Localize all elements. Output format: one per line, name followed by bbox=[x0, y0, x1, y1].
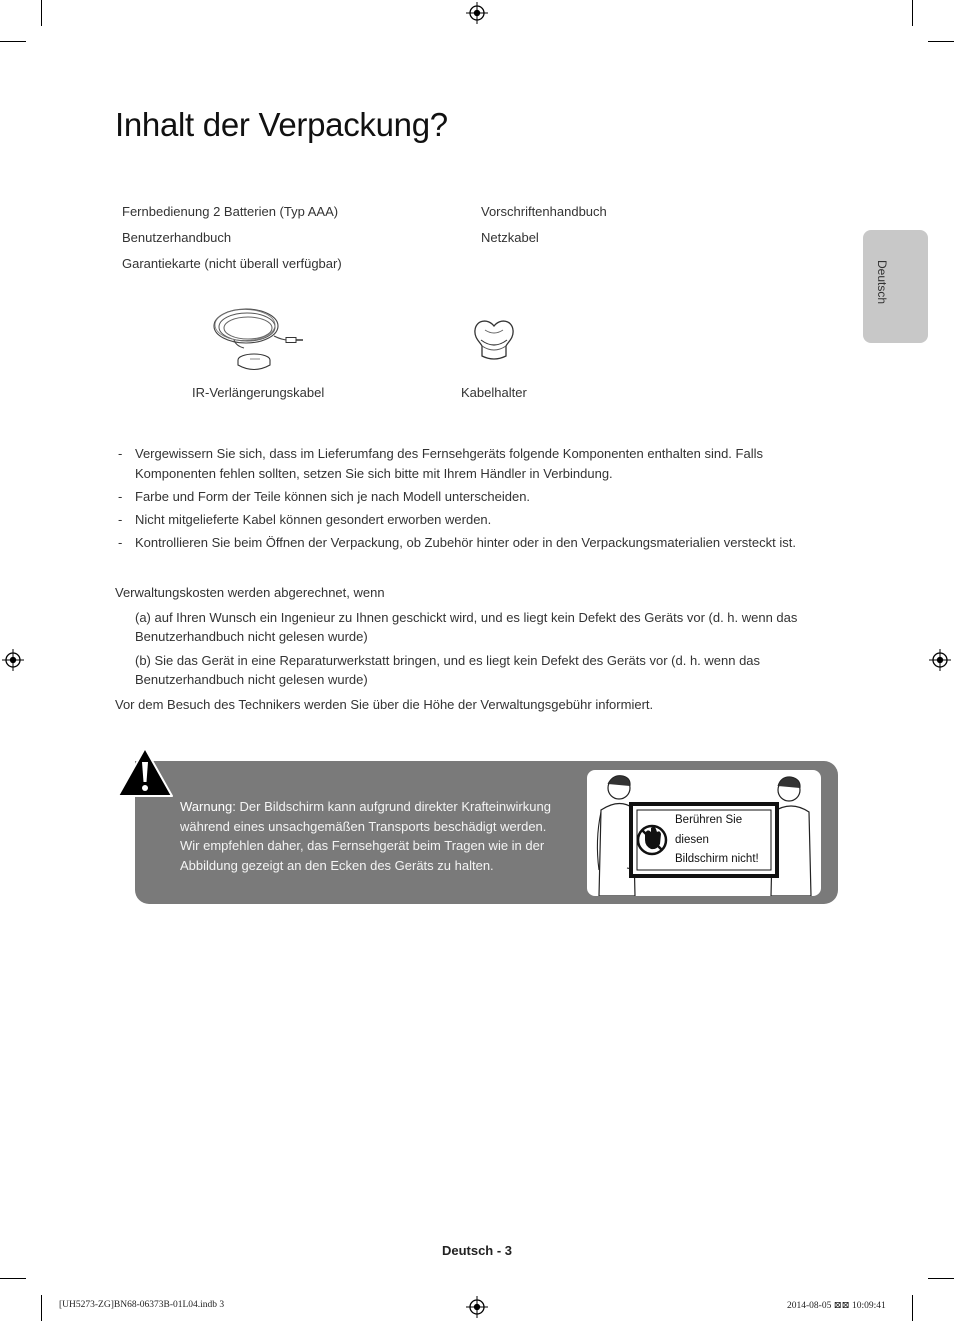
warning-label: Warnung bbox=[180, 799, 233, 814]
list-item: Fernbedienung 2 Batterien (Typ AAA) bbox=[122, 204, 339, 219]
illustration-label: Bildschirm nicht! bbox=[675, 853, 759, 865]
ir-extender-cable-icon bbox=[206, 302, 306, 374]
note-item: - Kontrollieren Sie beim Öffnen der Verpackung, ob Zubehör hinter oder in den Verpackungsmaterialien versteckt ist. bbox=[118, 535, 796, 550]
language-tab bbox=[863, 230, 928, 343]
page-number: Deutsch - 3 bbox=[441, 1243, 513, 1258]
list-item: Benutzerhandbuch bbox=[122, 230, 232, 245]
crop-mark bbox=[912, 0, 913, 26]
cable-holder-icon bbox=[470, 316, 518, 364]
crop-mark bbox=[41, 0, 42, 26]
registration-mark-icon bbox=[466, 2, 488, 24]
list-item: Netzkabel bbox=[481, 230, 539, 245]
image-caption: IR-Verlängerungskabel bbox=[192, 385, 325, 400]
image-caption: Kabelhalter bbox=[461, 385, 527, 400]
list-item: Garantiekarte (nicht überall verfügbar) bbox=[122, 256, 342, 271]
registration-mark-icon bbox=[2, 649, 24, 671]
notes-list bbox=[115, 444, 835, 556]
note-item: - Nicht mitgelieferte Kabel können gesondert erworben werden. bbox=[118, 512, 492, 527]
language-tab-label: Deutsch bbox=[875, 260, 889, 305]
illustration-label: Berühren Sie bbox=[675, 814, 743, 826]
crop-mark bbox=[41, 1295, 42, 1321]
crop-mark bbox=[0, 1278, 26, 1279]
print-timestamp: 2014-08-05 ⊠⊠ 10:09:41 bbox=[787, 1301, 886, 1311]
admin-intro: Verwaltungskosten werden abgerechnet, wenn bbox=[115, 585, 385, 600]
crop-mark bbox=[928, 1278, 954, 1279]
note-item: - Farbe und Form der Teile können sich je nach Modell unterscheiden. bbox=[118, 489, 531, 504]
file-slug: [UH5273-ZG]BN68-06373B-01L04.indb 3 bbox=[59, 1300, 225, 1310]
crop-mark bbox=[928, 41, 954, 42]
registration-mark-icon bbox=[466, 1296, 488, 1318]
admin-case-a: (a) auf Ihren Wunsch ein Ingenieur zu Ihnen geschickt wird, und es liegt kein Defekt des Geräts vor (d. h. wenn das Benutzerhandbuch nicht gelesen wurde) bbox=[135, 610, 798, 644]
registration-mark-icon bbox=[929, 649, 951, 671]
admin-closing: Vor dem Besuch des Technikers werden Sie über die Höhe der Verwaltungsgebühr informiert. bbox=[115, 697, 654, 712]
page-title: Inhalt der Verpackung? bbox=[115, 106, 448, 143]
warning-triangle-icon bbox=[116, 746, 174, 798]
crop-mark bbox=[0, 41, 26, 42]
list-item: Vorschriftenhandbuch bbox=[481, 204, 607, 219]
illustration-label: diesen bbox=[675, 834, 709, 846]
note-item: - Vergewissern Sie sich, dass im Lieferumfang des Fernsehgeräts folgende Komponenten enthalten sind. Falls Komponenten fehlen sollten, setzen Sie sich bitte mit Ihrem Händler in Verbindung. bbox=[118, 446, 763, 481]
warning-text: Warnung: Der Bildschirm kann aufgrund direkter Krafteinwirkung während eines unsachgemäßen Transports beschädigt werden. Wir empfehlen daher, das Fernsehgerät beim Tragen wie in der Abbildung gezeigt an den Ecken des Geräts zu halten. bbox=[180, 799, 551, 873]
admin-case-b: (b) Sie das Gerät in eine Reparaturwerkstatt bringen, und es liegt kein Defekt des Geräts vor (d. h. wenn das Benutzerhandbuch nicht gelesen wurde) bbox=[135, 653, 761, 687]
crop-mark bbox=[912, 1295, 913, 1321]
